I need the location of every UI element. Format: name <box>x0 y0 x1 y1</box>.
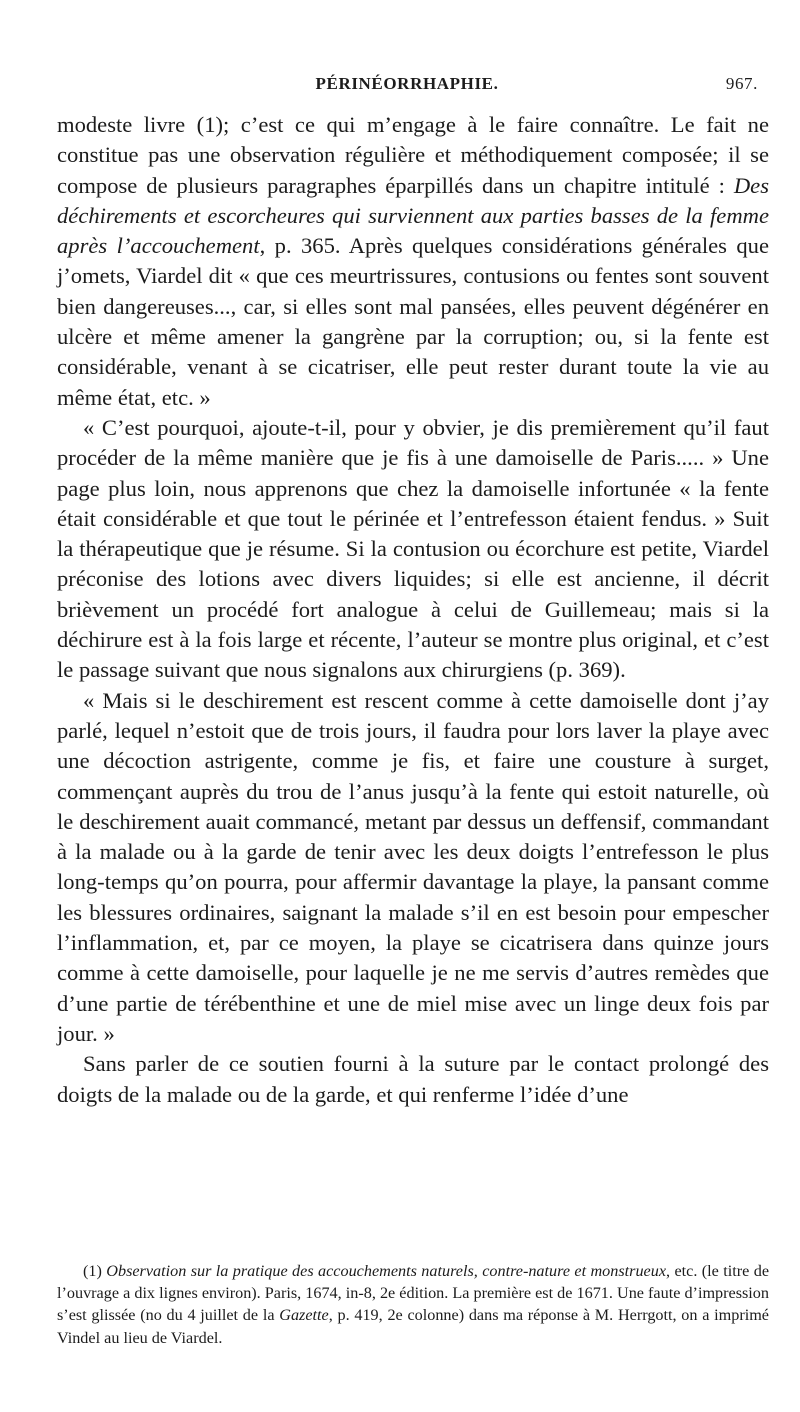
paragraph-3: « Mais si le deschirement est rescent comme à cette damoiselle dont j’ay parlé, lequel n’estoit que de trois jours, il faudra pour lors laver la playe avec une décoction astrigente, comme je fis, et faire une cousture à surget, commençant auprès du trou de l’anus jusqu’à la fente qui estoit naturelle, où le deschirement auait commancé, metant par dessus un deffensif, commandant à la malade ou à la garde de tenir avec les deux doigts l’entrefesson le plus long-temps qu’on pourra, pour affermir davantage la playe, la pansant comme les blessures ordinaires, saignant la malade s’il en est besoin pour empescher l’inflammation, et, par ce moyen, la playe se cicatrisera dans quinze jours comme à cette damoiselle, pour laquelle je ne me servis d’autres remèdes que d’une partie de térébenthine et une de miel mise avec un linge deux fois par jour. » <box>57 687 769 1046</box>
paragraph-1 <box>57 110 769 413</box>
footnote-end: , p. 419, 2e colonne) dans ma réponse à M. Herrgott, on a imprimé Vindel au lieu de Viardel. <box>57 1306 769 1347</box>
footnote-text: , etc. (le titre de l’ouvrage a dix lignes environ). Paris, 1674, in-8, 2e édition. La première est de 1671. Une faute d’impression s’est glissée (no du 4 juillet de la <box>57 1262 770 1325</box>
footnote-book-title: Observation sur la pratique des accouchements naturels, contre-nature et monstrueux <box>106 1262 667 1280</box>
footnote-marker: (1) <box>83 1262 107 1280</box>
paragraph-1-rest: , p. 365. Après quelques considérations générales que j’omets, Viardel dit « que ces meurtrissures, contusions ou fentes sont souvent bien dangereuses..., car, si elles sont mal pansées, elles peuvent dégénérer en ulcère et même amener la gangrène par la corruption; ou, si la fente est considérable, venant à se cicatriser, elle peut rester durant toute la vie au même état, etc. » <box>57 233 769 410</box>
running-head <box>56 74 758 96</box>
body-text <box>57 110 769 1110</box>
paragraph-4: Sans parler de ce soutien fourni à la suture par le contact prolongé des doigts de la malade ou de la garde, et qui renferme l’idée d’une <box>57 1051 769 1107</box>
chapter-title: Des déchirements et escorcheures qui surviennent aux parties basses de la femme après l’accouchement <box>57 172 769 259</box>
running-head-title: PÉRINÉORRHAPHIE. <box>315 74 499 93</box>
paragraph-2: « C’est pourquoi, ajoute-t-il, pour y obvier, je dis premièrement qu’il faut procéder de la même manière que je fis à une damoiselle de Paris..... » Une page plus loin, nous apprenons que chez la damoiselle infortunée « la fente était considérable et que tout le périnée et l’entrefesson étaient fendus. » Suit la thérapeutique que je résume. Si la contusion ou écorchure est petite, Viardel préconise des lotions avec divers liquides; si elle est ancienne, il décrit brièvement un procédé fort analogue à celui de Guillemeau; mais si la déchirure est à la fois large et récente, l’auteur se montre plus original, et c’est le passage suivant que nous signalons aux chirurgiens (p. 369). <box>57 414 769 683</box>
footnote <box>57 1260 769 1349</box>
page-number: 967. <box>725 74 758 93</box>
footnote-gazette: Gazette <box>279 1306 329 1325</box>
paragraph-1-intro: modeste livre (1); c’est ce qui m’engage à le faire connaître. Le fait ne constitue pas une observation régulière et méthodiquement composée; il se compose de plusieurs paragraphes éparpillés dans un chapitre intitulé : <box>57 112 769 198</box>
